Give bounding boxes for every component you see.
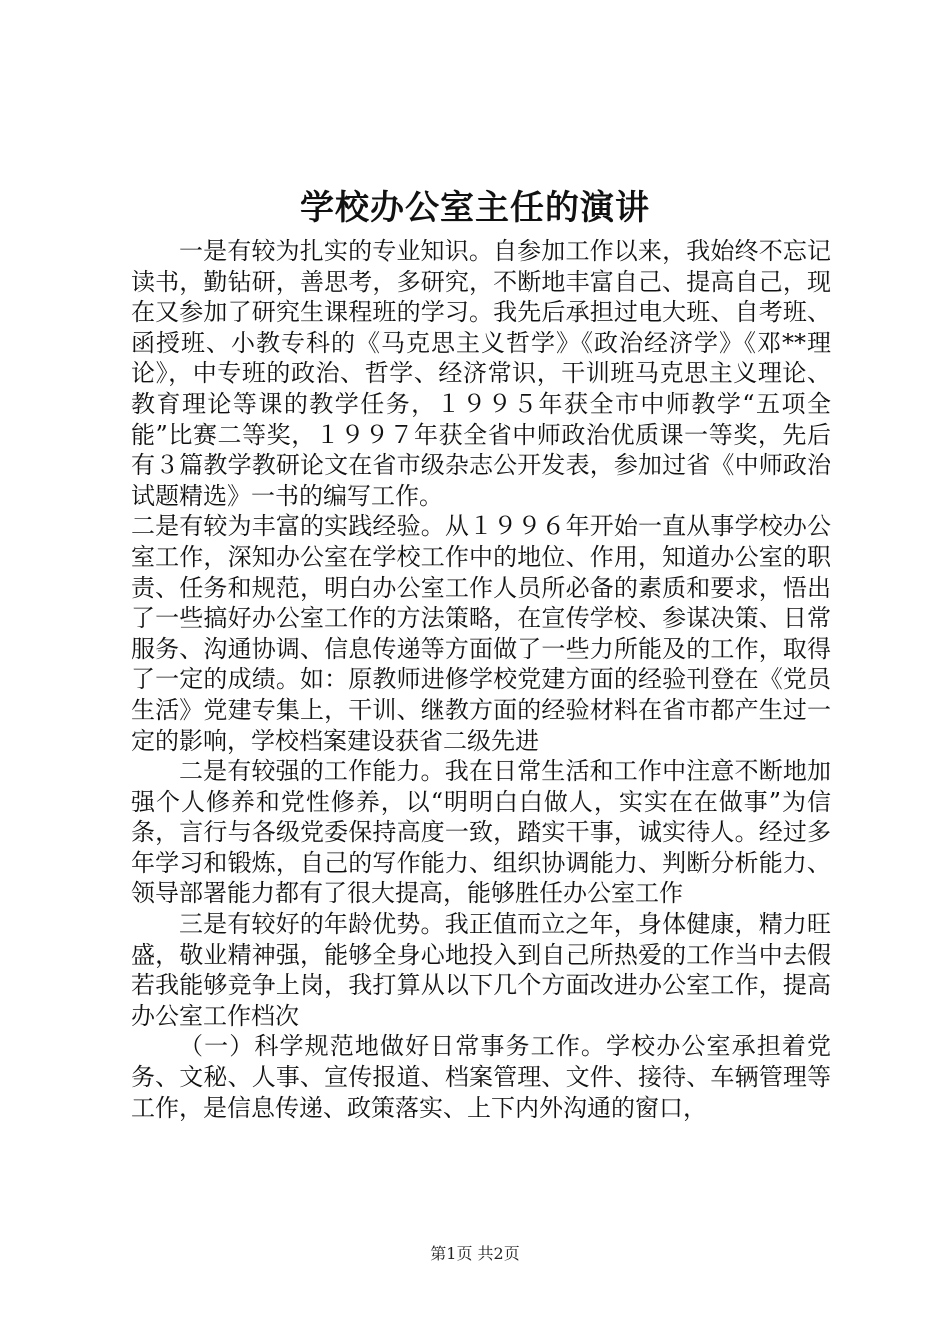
document-body [131,236,831,1123]
paragraph-1: 一是有较为扎实的专业知识。自参加工作以来，我始终不忘记读书，勤钻研，善思考，多研究，不断地丰富自己、提高自己，现在又参加了研究生课程班的学习。我先后承担过电大班、自考班、函授班、小教专科的《马克思主义哲学》《政治经济学》《邓**理论》，中专班的政治、哲学、经济常识，干训班马克思主义理论、教育理论等课的教学任务，１９９５年获全市中师教学“五项全能”比赛二等奖，１９９７年获全省中师政治优质课一等奖，先后有３篇教学教研论文在省市级杂志公开发表，参加过省《中师政治试题精选》一书的编写工作。 [131,237,831,510]
document-title: 学校办公室主任的演讲 [300,188,650,228]
paragraph-2: 二是有较为丰富的实践经验。从１９９６年开始一直从事学校办公室工作，深知办公室在学校工作中的地位、作用，知道办公室的职责、任务和规范，明白办公室工作人员所必备的素质和要求，悟出了一些搞好办公室工作的方法策略，在宣传学校、参谋决策、日常服务、沟通协调、信息传递等方面做了一些力所能及的工作，取得了一定的成绩。如：原教师进修学校党建方面的经验刊登在《党员生活》党建专集上，干训、继教方面的经验材料在省市都产生过一定的影响，学校档案建设获省二级先进 [131,512,831,755]
paragraph-3: 二是有较强的工作能力。我在日常生活和工作中注意不断地加强个人修养和党性修养，以“明明白白做人，实实在在做事”为信条，言行与各级党委保持高度一致，踏实干事，诚实待人。经过多年学习和锻炼，自己的写作能力、组织协调能力、判断分析能力、领导部署能力都有了很大提高，能够胜任办公室工作 [131,757,831,908]
paragraph-5: （一）科学规范地做好日常事务工作。学校办公室承担着党务、文秘、人事、宣传报道、档案管理、文件、接待、车辆管理等工作，是信息传递、政策落实、上下内外沟通的窗口， [131,1032,831,1122]
page-footer: 第1页 共2页 [430,1244,520,1263]
paragraph-4: 三是有较好的年龄优势。我正值而立之年，身体健康，精力旺盛，敬业精神强，能够全身心地投入到自己所热爱的工作当中去假若我能够竞争上岗，我打算从以下几个方面改进办公室工作，提高办公室工作档次 [131,910,831,1030]
